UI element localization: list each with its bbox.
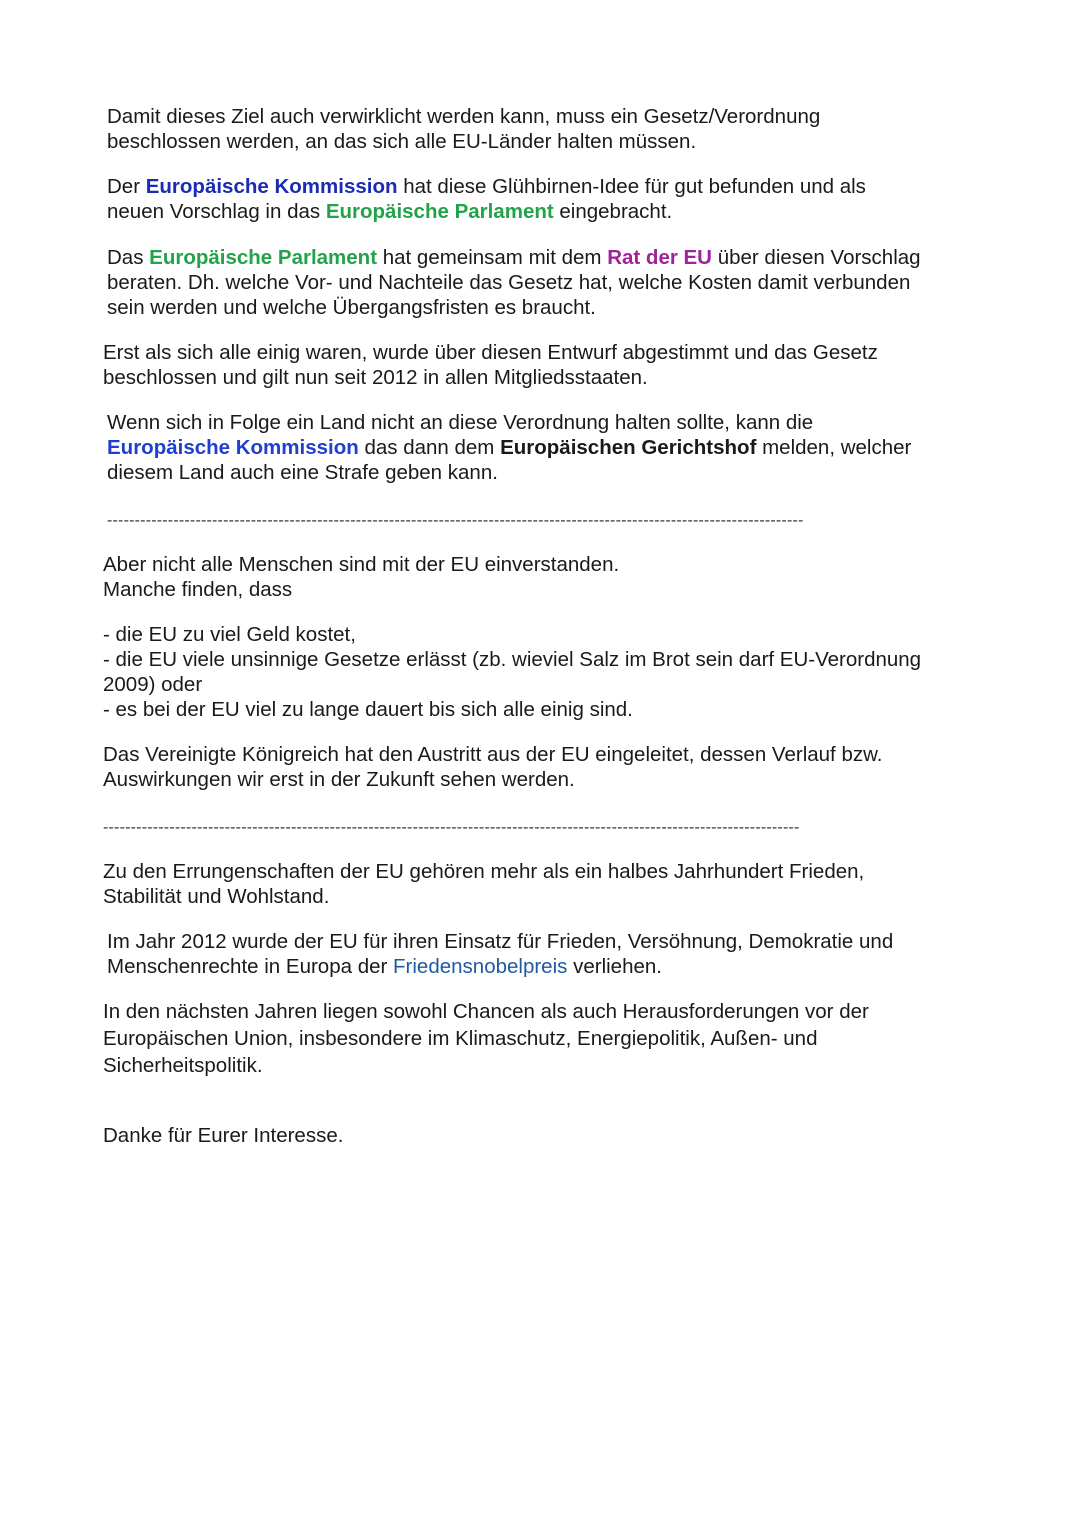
list-item: - die EU viele unsinnige Gesetze erlässt (zb. wieviel Salz im Brot sein darf EU-Verordnung bbox=[103, 648, 922, 671]
text-fragment: verliehen. bbox=[567, 955, 662, 978]
text-line: beschlossen und gilt nun seit 2012 in allen Mitgliedsstaaten. bbox=[103, 366, 648, 389]
highlight-european-commission: Europäische Kommission bbox=[107, 436, 359, 459]
text-line: Wenn sich in Folge ein Land nicht an diese Verordnung halten sollte, kann die bbox=[107, 411, 814, 434]
text-line: Europäischen Union, insbesondere im Klimaschutz, Energiepolitik, Außen- und bbox=[103, 1027, 818, 1050]
text-line: Damit dieses Ziel auch verwirklicht werden kann, muss ein Gesetz/Verordnung bbox=[107, 105, 821, 128]
text-line: beraten. Dh. welche Vor- und Nachteile das Gesetz hat, welche Kosten damit verbunden bbox=[107, 271, 911, 294]
text-line: Im Jahr 2012 wurde der EU für ihren Einsatz für Frieden, Versöhnung, Demokratie und bbox=[107, 930, 894, 953]
paragraph-law-intro bbox=[107, 104, 820, 154]
text-line: diesem Land auch eine Strafe geben kann. bbox=[107, 461, 498, 484]
text-fragment: Das bbox=[107, 246, 150, 269]
dashed-divider: ------------------------------------------------------------------------------------------------------------------------------ bbox=[103, 819, 800, 836]
paragraph-criticism-intro bbox=[103, 552, 619, 602]
list-item: - es bei der EU viel zu lange dauert bis sich alle einig sind. bbox=[103, 698, 633, 721]
text-fragment: melden, welcher bbox=[756, 436, 912, 459]
dashed-divider: ------------------------------------------------------------------------------------------------------------------------------ bbox=[107, 512, 804, 529]
text-line: Manche finden, dass bbox=[103, 578, 293, 601]
paragraph-parliament-council bbox=[107, 245, 921, 320]
text-line: Auswirkungen wir erst in der Zukunft sehen werden. bbox=[103, 768, 575, 791]
paragraph-nobel-prize bbox=[107, 929, 893, 979]
paragraph-future bbox=[103, 998, 869, 1079]
highlight-european-parliament: Europäische Parlament bbox=[149, 246, 378, 269]
text-fragment: das dann dem bbox=[358, 436, 501, 459]
highlight-european-parliament: Europäische Parlament bbox=[325, 200, 554, 223]
text-fragment: hat diese Glühbirnen-Idee für gut befunden und als bbox=[397, 175, 866, 198]
highlight-council-of-eu: Rat der EU bbox=[607, 246, 712, 269]
paragraph-brexit bbox=[103, 742, 882, 792]
text-line: Sicherheitspolitik. bbox=[103, 1054, 263, 1077]
paragraph-vote bbox=[103, 340, 878, 390]
text-fragment: Der bbox=[107, 175, 146, 198]
criticism-list bbox=[103, 622, 921, 722]
paragraph-court bbox=[107, 410, 911, 485]
highlight-european-commission: Europäische Kommission bbox=[145, 175, 398, 198]
text-line: Erst als sich alle einig waren, wurde über diesen Entwurf abgestimmt und das Gesetz bbox=[103, 341, 878, 364]
text-fragment: über diesen Vorschlag bbox=[712, 246, 921, 269]
paragraph-commission-proposal bbox=[107, 174, 866, 224]
text-line: sein werden und welche Übergangsfristen es braucht. bbox=[107, 296, 596, 319]
list-item: - die EU zu viel Geld kostet, bbox=[103, 623, 356, 646]
text-line: In den nächsten Jahren liegen sowohl Chancen als auch Herausforderungen vor der bbox=[103, 1000, 869, 1023]
text-line: Stabilität und Wohlstand. bbox=[103, 885, 330, 908]
text-line: Zu den Errungenschaften der EU gehören mehr als ein halbes Jahrhundert Frieden, bbox=[103, 860, 865, 883]
link-nobel-peace-prize[interactable]: Friedensnobelpreis bbox=[393, 955, 568, 978]
text-fragment: hat gemeinsam mit dem bbox=[377, 246, 608, 269]
highlight-court-of-justice: Europäischen Gerichtshof bbox=[500, 436, 757, 459]
text-line: beschlossen werden, an das sich alle EU-Länder halten müssen. bbox=[107, 130, 697, 153]
text-fragment: Menschenrechte in Europa der bbox=[107, 955, 394, 978]
text-line: Das Vereinigte Königreich hat den Austritt aus der EU eingeleitet, dessen Verlauf bzw. bbox=[103, 743, 883, 766]
paragraph-achievements bbox=[103, 859, 864, 909]
text-line: Aber nicht alle Menschen sind mit der EU einverstanden. bbox=[103, 553, 620, 576]
text-line: Danke für Eurer Interesse. bbox=[103, 1124, 344, 1147]
list-item-continuation: 2009) oder bbox=[103, 673, 203, 696]
text-fragment: eingebracht. bbox=[553, 200, 673, 223]
paragraph-thanks bbox=[103, 1123, 343, 1148]
text-fragment: neuen Vorschlag in das bbox=[107, 200, 326, 223]
